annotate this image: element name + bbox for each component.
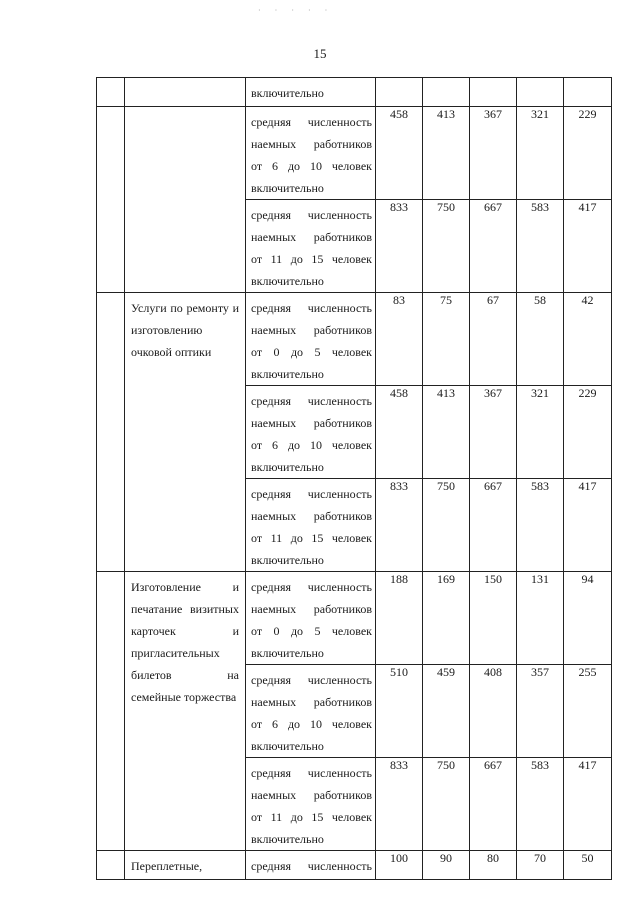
table-row <box>97 78 612 107</box>
scan-marks: · · · · · <box>258 6 334 15</box>
criterion-line: наемных работников <box>251 137 372 151</box>
value-cell: 417 <box>564 479 612 572</box>
criterion-line: включительно <box>251 274 324 288</box>
criterion-line: наемных работников <box>251 323 372 337</box>
value-cell: 229 <box>564 107 612 200</box>
tariff-table <box>96 77 612 880</box>
criterion-text <box>246 479 375 571</box>
value-cell <box>423 78 470 107</box>
table-row <box>97 107 612 200</box>
value-cell: 67 <box>470 293 517 386</box>
criterion-cell <box>246 200 376 293</box>
value-cell <box>517 78 564 107</box>
value-cell: 510 <box>376 665 423 758</box>
criterion-line: наемных работников <box>251 416 372 430</box>
service-cell <box>125 851 246 880</box>
value-cell: 750 <box>423 758 470 851</box>
criterion-line: от 11 до 15 человек <box>251 810 372 824</box>
value-cell: 94 <box>564 572 612 665</box>
value-cell: 50 <box>564 851 612 880</box>
criterion-line: средняя численность <box>251 580 372 594</box>
value-cell <box>470 78 517 107</box>
criterion-line: средняя численность <box>251 394 372 408</box>
service-cell <box>125 572 246 851</box>
criterion-line: средняя численность <box>251 115 372 129</box>
value-cell: 83 <box>376 293 423 386</box>
criterion-line: от 11 до 15 человек <box>251 252 372 266</box>
criterion-line: включительно <box>251 739 324 753</box>
value-cell: 408 <box>470 665 517 758</box>
value-cell <box>564 78 612 107</box>
criterion-line: от 0 до 5 человек <box>251 345 372 359</box>
value-cell: 367 <box>470 107 517 200</box>
value-cell: 833 <box>376 200 423 293</box>
index-cell <box>97 107 125 293</box>
index-cell <box>97 293 125 572</box>
value-cell: 321 <box>517 386 564 479</box>
criterion-line: средняя численность <box>251 673 372 687</box>
criterion-cell <box>246 572 376 665</box>
value-cell: 833 <box>376 479 423 572</box>
service-cell <box>125 293 246 572</box>
table-row <box>97 572 612 665</box>
criterion-line: от 6 до 10 человек <box>251 438 372 452</box>
value-cell: 458 <box>376 107 423 200</box>
value-cell: 750 <box>423 200 470 293</box>
criterion-line: средняя численность <box>251 487 372 501</box>
criterion-text <box>246 293 375 385</box>
index-cell <box>97 851 125 880</box>
index-cell <box>97 572 125 851</box>
value-cell: 100 <box>376 851 423 880</box>
criterion-line: включительно <box>251 646 324 660</box>
criterion-line: средняя численность <box>251 859 372 873</box>
value-cell: 229 <box>564 386 612 479</box>
criterion-cell <box>246 758 376 851</box>
service-cell <box>125 107 246 293</box>
criterion-cell <box>246 665 376 758</box>
criterion-line: включительно <box>251 460 324 474</box>
criterion-line: наемных работников <box>251 230 372 244</box>
value-cell: 459 <box>423 665 470 758</box>
value-cell: 750 <box>423 479 470 572</box>
criterion-line: средняя численность <box>251 766 372 780</box>
criterion-line: включительно <box>251 832 324 846</box>
value-cell: 458 <box>376 386 423 479</box>
service-cell <box>125 78 246 107</box>
criterion-line: включительно <box>251 367 324 381</box>
criterion-line: от 6 до 10 человек <box>251 159 372 173</box>
criterion-line: включительно <box>251 553 324 567</box>
criterion-cell <box>246 386 376 479</box>
service-name: Переплетные, <box>131 859 203 873</box>
value-cell: 417 <box>564 200 612 293</box>
criterion-text <box>246 107 375 199</box>
service-name <box>125 107 245 111</box>
criterion-line: включительно <box>251 181 324 195</box>
criterion-line: включительно <box>251 86 324 100</box>
criterion-cell <box>246 107 376 200</box>
criterion-line: наемных работников <box>251 602 372 616</box>
index-cell <box>97 78 125 107</box>
value-cell: 583 <box>517 758 564 851</box>
value-cell: 42 <box>564 293 612 386</box>
value-cell: 150 <box>470 572 517 665</box>
criterion-text <box>246 200 375 292</box>
criterion-line: наемных работников <box>251 695 372 709</box>
criterion-text <box>246 572 375 664</box>
value-cell: 321 <box>517 107 564 200</box>
criterion-line: от 6 до 10 человек <box>251 717 372 731</box>
value-cell: 58 <box>517 293 564 386</box>
value-cell: 80 <box>470 851 517 880</box>
criterion-line: средняя численность <box>251 208 372 222</box>
value-cell: 833 <box>376 758 423 851</box>
service-name: Изготовление и печатание визитных карточек и пригласительных билетов на семейные торжества <box>131 580 239 704</box>
service-name: Услуги по ремонту и изготовлению очковой оптики <box>131 301 239 359</box>
criterion-cell <box>246 851 376 880</box>
criterion-line: от 0 до 5 человек <box>251 624 372 638</box>
value-cell: 90 <box>423 851 470 880</box>
criterion-line: наемных работников <box>251 509 372 523</box>
criterion-line: от 11 до 15 человек <box>251 531 372 545</box>
value-cell: 131 <box>517 572 564 665</box>
page-number: 15 <box>313 46 327 61</box>
value-cell: 70 <box>517 851 564 880</box>
value-cell: 667 <box>470 200 517 293</box>
value-cell: 583 <box>517 479 564 572</box>
criterion-text <box>246 665 375 757</box>
criterion-text <box>246 78 375 104</box>
criterion-line: наемных работников <box>251 788 372 802</box>
value-cell: 413 <box>423 107 470 200</box>
value-cell: 169 <box>423 572 470 665</box>
value-cell: 357 <box>517 665 564 758</box>
value-cell: 417 <box>564 758 612 851</box>
criterion-cell <box>246 78 376 107</box>
table-row <box>97 293 612 386</box>
value-cell: 75 <box>423 293 470 386</box>
value-cell: 667 <box>470 758 517 851</box>
criterion-cell <box>246 479 376 572</box>
criterion-cell <box>246 293 376 386</box>
value-cell: 583 <box>517 200 564 293</box>
table-row <box>97 851 612 880</box>
criterion-line: средняя численность <box>251 301 372 315</box>
value-cell: 255 <box>564 665 612 758</box>
criterion-text <box>246 386 375 478</box>
value-cell: 367 <box>470 386 517 479</box>
value-cell: 413 <box>423 386 470 479</box>
criterion-text <box>246 758 375 850</box>
criterion-text <box>246 851 375 877</box>
value-cell <box>376 78 423 107</box>
value-cell: 188 <box>376 572 423 665</box>
value-cell: 667 <box>470 479 517 572</box>
